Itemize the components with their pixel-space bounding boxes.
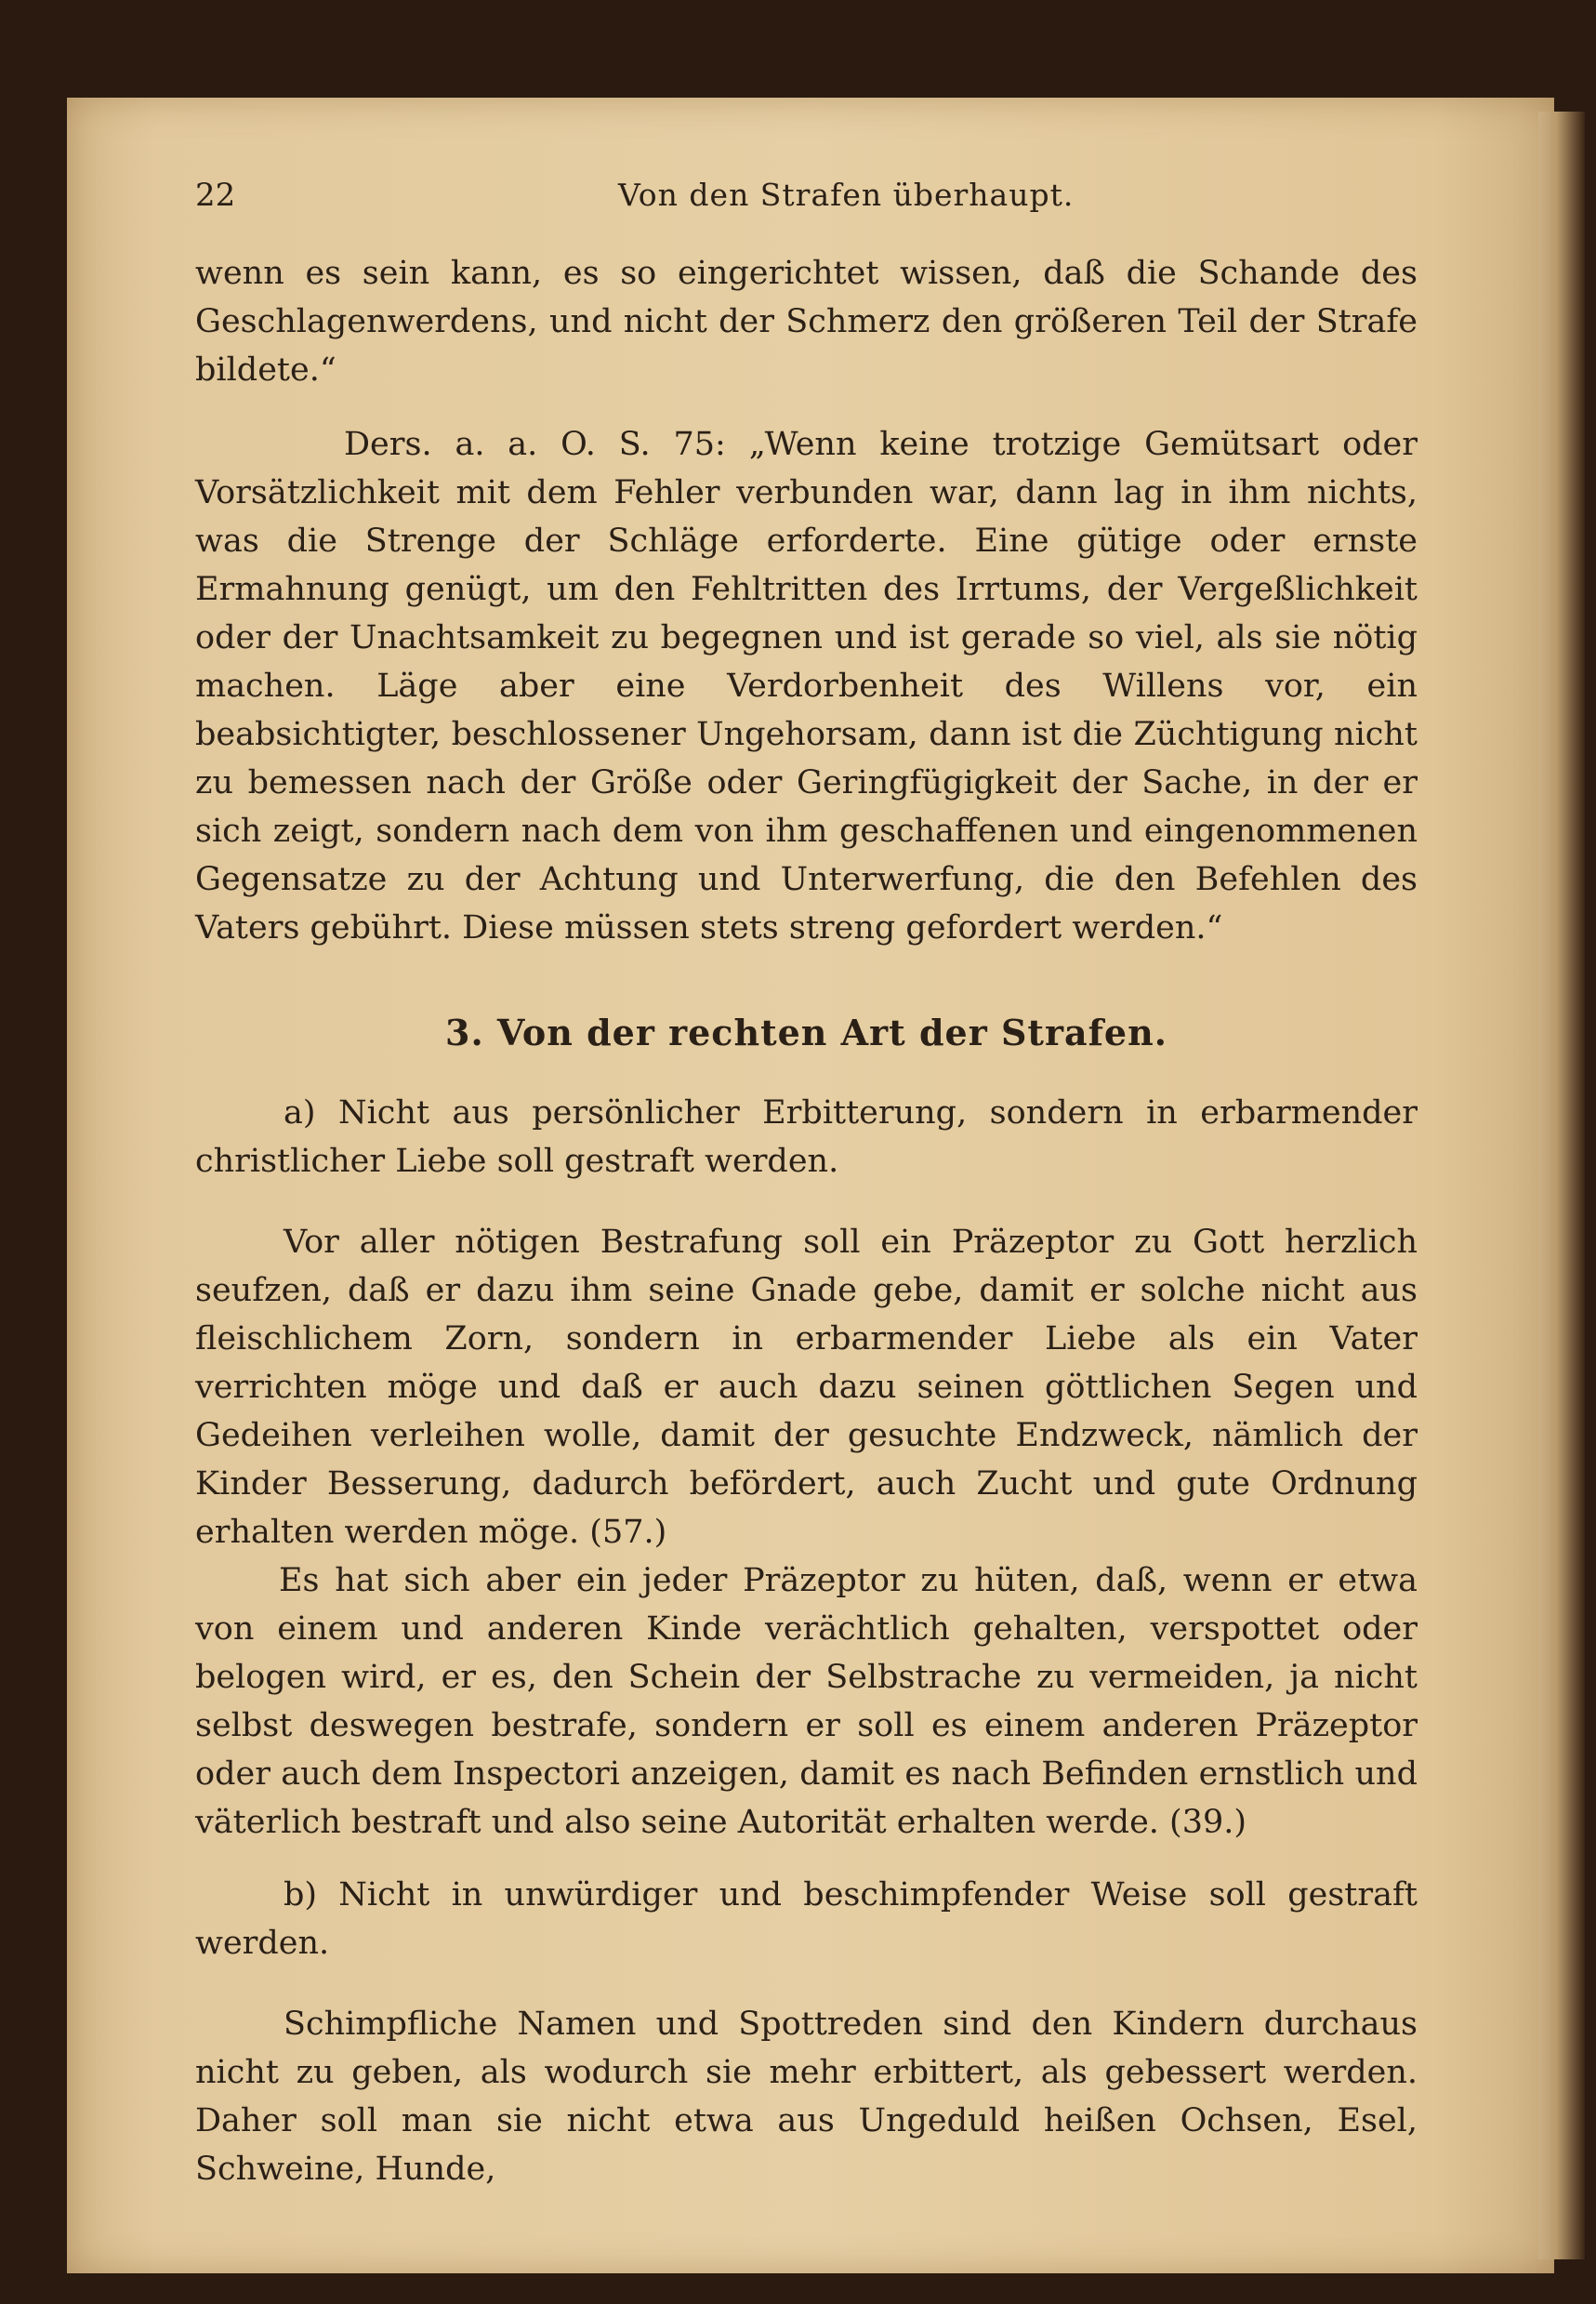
paragraph-self-revenge: Es hat sich aber ein jeder Präzeptor zu hüten, daß, wenn er etwa von einem und anderen Kinde verächtlich gehalten, verspottet oder belogen wird, er es, den Schein der Selbstrache zu vermeiden, ja nicht selbst deswegen bestrafe, sondern er soll es einem anderen Präzeptor oder auch dem Inspectori anzeigen, damit es nach Befinden ernstlich und väterlich bestraft und also seine Autorität erhalten werde. (39.) xyxy=(195,1562,1418,1841)
page-number: 22 xyxy=(195,177,236,214)
paragraph-insults: Schimpfliche Namen und Spottreden sind den Kindern durchaus nicht zu geben, als wodurch sie mehr erbittert, als gebessert werden. Daher soll man sie nicht etwa aus Ungeduld heißen Ochsen, Esel, Schweine, Hunde, xyxy=(195,2006,1418,2188)
paragraph-quote: Ders. a. a. O. S. 75: „Wenn keine trotzige Gemütsart oder Vorsätzlichkeit mit dem Fehler verbunden war, dann lag in ihm nichts, was die Strenge der Schläge erforderte. Eine gütige oder ernste Ermahnung genügt, um den Fehltritten des Irrtums, der Vergeßlichkeit oder der Unachtsamkeit zu begegnen und ist gerade so viel, als sie nötig machen. Läge aber eine Verdorbenheit des Willens vor, ein beabsichtigter, beschlossener Ungehorsam, dann ist die Züchtigung nicht zu bemessen nach der Größe oder Geringfügigkeit der Sache, in der er sich zeigt, sondern nach dem von ihm geschaffenen und eingenommenen Gegensatze zu der Achtung und Unterwerfung, die den Befehlen des Vaters gebührt. Diese müssen stets streng gefordert werden.“ xyxy=(195,426,1418,947)
subheading-b: b) Nicht in unwürdiger und beschimpfender Weise soll gestraft werden. xyxy=(195,1876,1418,1962)
paragraph-continuation: wenn es sein kann, es so eingerichtet wissen, daß die Schande des Geschlagenwerdens, und nicht der Schmerz den größeren Teil der Strafe bildete.“ xyxy=(195,255,1418,389)
facing-page-edge xyxy=(1538,112,1585,2259)
running-title: Von den Strafen überhaupt. xyxy=(618,177,1075,213)
page-content xyxy=(195,177,1418,2193)
paragraph-precept: Vor aller nötigen Bestrafung soll ein Präzeptor zu Gott herzlich seufzen, daß er dazu ihm seine Gnade gebe, damit er solche nicht aus fleischlichem Zorn, sondern in erbarmender Liebe als ein Vater verrichten möge und daß er auch dazu seinen göttlichen Segen und Gedeihen verleihen wolle, damit der gesuchte Endzweck, nämlich der Kinder Besserung, dadurch befördert, auch Zucht und gute Ordnung erhalten werden möge. (57.) xyxy=(195,1224,1418,1551)
section-heading: 3. Von der rechten Art der Strafen. xyxy=(445,1012,1167,1053)
subheading-a: a) Nicht aus persönlicher Erbitterung, sondern in erbarmender christlicher Liebe soll gestraft werden. xyxy=(195,1094,1418,1180)
page-header xyxy=(195,177,1418,223)
